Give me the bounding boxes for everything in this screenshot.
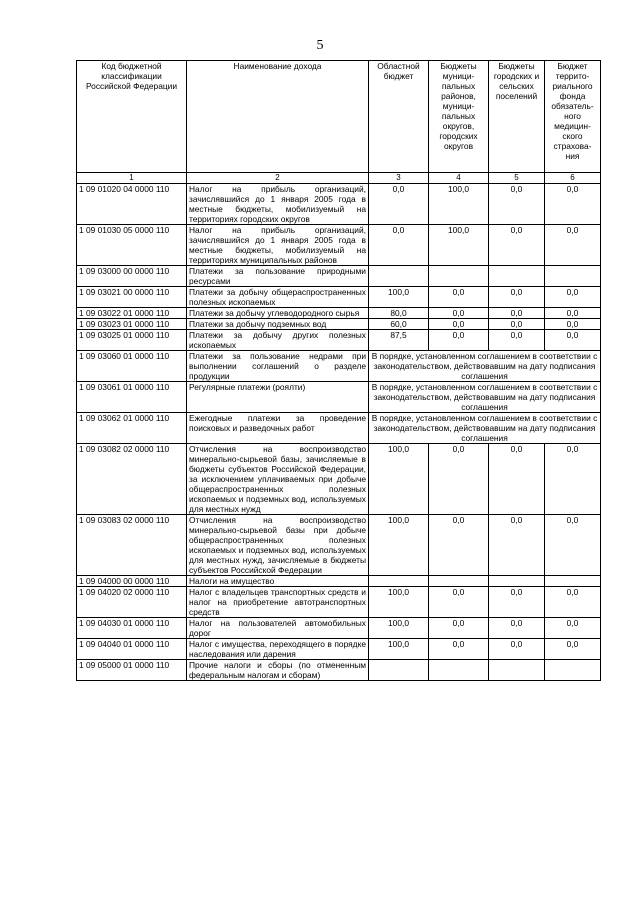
header-regional-budget: Областной бюджет	[369, 61, 429, 173]
regional-budget-value	[369, 576, 429, 587]
regional-budget-value: 87,5	[369, 330, 429, 351]
row-name: Платежи за добычу углеводородного сырья	[187, 308, 369, 319]
row-name: Платежи за добычу общераспространенных полезных ископаемых	[187, 287, 369, 308]
regional-budget-value	[369, 660, 429, 681]
settlement-budget-value: 0,0	[489, 515, 545, 576]
settlement-budget-value: 0,0	[489, 639, 545, 660]
row-name: Налог на прибыль организаций, зачислявшийся до 1 января 2005 года в местные бюджеты, мобилизуемый на территориях городских округов	[187, 184, 369, 225]
regional-budget-value: 80,0	[369, 308, 429, 319]
column-number: 1	[77, 173, 187, 184]
regional-budget-value: 100,0	[369, 444, 429, 515]
row-name: Налог на пользователей автомобильных дорог	[187, 618, 369, 639]
table-row	[77, 308, 601, 319]
medical-fund-value: 0,0	[545, 287, 601, 308]
medical-fund-value: 0,0	[545, 444, 601, 515]
medical-fund-value: 0,0	[545, 639, 601, 660]
settlement-budget-value	[489, 660, 545, 681]
settlement-budget-value: 0,0	[489, 319, 545, 330]
municipal-budget-value	[429, 660, 489, 681]
settlement-budget-value: 0,0	[489, 444, 545, 515]
table-row	[77, 444, 601, 515]
column-number: 4	[429, 173, 489, 184]
table-row	[77, 660, 601, 681]
medical-fund-value	[545, 266, 601, 287]
table-row	[77, 639, 601, 660]
table-row	[77, 287, 601, 308]
regional-budget-value: 100,0	[369, 587, 429, 618]
row-code: 1 09 03062 01 0000 110	[77, 413, 187, 444]
table-row	[77, 618, 601, 639]
medical-fund-value: 0,0	[545, 618, 601, 639]
regional-budget-value: 60,0	[369, 319, 429, 330]
table-row	[77, 319, 601, 330]
header-code: Код бюджетной классификации Российской Федерации	[77, 61, 187, 173]
row-name: Платежи за добычу других полезных ископаемых	[187, 330, 369, 351]
table-body	[77, 184, 601, 681]
row-code: 1 09 03022 01 0000 110	[77, 308, 187, 319]
table-row	[77, 330, 601, 351]
municipal-budget-value: 0,0	[429, 444, 489, 515]
settlement-budget-value	[489, 266, 545, 287]
municipal-budget-value: 0,0	[429, 287, 489, 308]
row-code: 1 09 04020 02 0000 110	[77, 587, 187, 618]
municipal-budget-value	[429, 266, 489, 287]
column-number-row	[77, 173, 601, 184]
row-name: Налог с владельцев транспортных средств и налог на приобретение автотранспортных средств	[187, 587, 369, 618]
row-code: 1 09 03000 00 0000 110	[77, 266, 187, 287]
municipal-budget-value: 0,0	[429, 618, 489, 639]
medical-fund-value: 0,0	[545, 319, 601, 330]
row-name: Платежи за пользование природными ресурсами	[187, 266, 369, 287]
row-agreement-note: В порядке, установленном соглашением в соответствии с законодательством, действовавшим на дату подписания соглашения	[369, 413, 601, 444]
medical-fund-value: 0,0	[545, 184, 601, 225]
column-number: 2	[187, 173, 369, 184]
municipal-budget-value: 0,0	[429, 330, 489, 351]
settlement-budget-value: 0,0	[489, 618, 545, 639]
row-code: 1 09 05000 01 0000 110	[77, 660, 187, 681]
municipal-budget-value: 0,0	[429, 308, 489, 319]
medical-fund-value: 0,0	[545, 515, 601, 576]
row-code: 1 09 01030 05 0000 110	[77, 225, 187, 266]
row-name: Налог с имущества, переходящего в порядке наследования или дарения	[187, 639, 369, 660]
table-row	[77, 413, 601, 444]
column-number: 3	[369, 173, 429, 184]
municipal-budget-value: 100,0	[429, 225, 489, 266]
medical-fund-value	[545, 660, 601, 681]
municipal-budget-value: 0,0	[429, 639, 489, 660]
row-code: 1 09 03025 01 0000 110	[77, 330, 187, 351]
municipal-budget-value: 100,0	[429, 184, 489, 225]
row-name: Платежи за добычу подземных вод	[187, 319, 369, 330]
row-code: 1 09 03082 02 0000 110	[77, 444, 187, 515]
medical-fund-value: 0,0	[545, 308, 601, 319]
settlement-budget-value: 0,0	[489, 330, 545, 351]
row-code: 1 09 03083 02 0000 110	[77, 515, 187, 576]
settlement-budget-value: 0,0	[489, 308, 545, 319]
settlement-budget-value	[489, 576, 545, 587]
row-name: Ежегодные платежи за проведение поисковых и разведочных работ	[187, 413, 369, 444]
row-name: Налоги на имущество	[187, 576, 369, 587]
medical-fund-value: 0,0	[545, 225, 601, 266]
column-number: 5	[489, 173, 545, 184]
row-name: Налог на прибыль организаций, зачислявшийся до 1 января 2005 года в местные бюджеты, мобилизуемый на территориях муниципальных районов	[187, 225, 369, 266]
regional-budget-value: 0,0	[369, 225, 429, 266]
medical-fund-value	[545, 576, 601, 587]
header-medical-insurance-fund: Бюджет террито-риального фонда обязатель-ного медицин-ского страхова-ния	[545, 61, 601, 173]
municipal-budget-value: 0,0	[429, 515, 489, 576]
page-number: 5	[316, 38, 324, 53]
row-code: 1 09 03023 01 0000 110	[77, 319, 187, 330]
regional-budget-value: 100,0	[369, 639, 429, 660]
regional-budget-value: 100,0	[369, 515, 429, 576]
row-code: 1 09 04030 01 0000 110	[77, 618, 187, 639]
table-row	[77, 587, 601, 618]
municipal-budget-value: 0,0	[429, 587, 489, 618]
row-code: 1 09 03061 01 0000 110	[77, 382, 187, 413]
table-header-row	[77, 61, 601, 173]
column-number: 6	[545, 173, 601, 184]
regional-budget-value	[369, 266, 429, 287]
medical-fund-value: 0,0	[545, 587, 601, 618]
header-name: Наименование дохода	[187, 61, 369, 173]
row-code: 1 09 01020 04 0000 110	[77, 184, 187, 225]
table-row	[77, 351, 601, 382]
row-name: Регулярные платежи (роялти)	[187, 382, 369, 413]
table-row	[77, 266, 601, 287]
settlement-budget-value: 0,0	[489, 287, 545, 308]
table-row	[77, 515, 601, 576]
row-code: 1 09 04000 00 0000 110	[77, 576, 187, 587]
row-code: 1 09 04040 01 0000 110	[77, 639, 187, 660]
header-municipal-budgets: Бюджеты муници-пальных районов, муници-пальных округов, городских округов	[429, 61, 489, 173]
row-code: 1 09 03021 00 0000 110	[77, 287, 187, 308]
settlement-budget-value: 0,0	[489, 184, 545, 225]
row-agreement-note: В порядке, установленном соглашением в соответствии с законодательством, действовавшим на дату подписания соглашения	[369, 351, 601, 382]
header-settlement-budgets: Бюджеты городских и сельских поселений	[489, 61, 545, 173]
regional-budget-value: 100,0	[369, 287, 429, 308]
row-code: 1 09 03060 01 0000 110	[77, 351, 187, 382]
regional-budget-value: 0,0	[369, 184, 429, 225]
table-row	[77, 382, 601, 413]
table-row	[77, 576, 601, 587]
row-name: Платежи за пользование недрами при выполнении соглашений о разделе продукции	[187, 351, 369, 382]
settlement-budget-value: 0,0	[489, 225, 545, 266]
row-name: Отчисления на воспроизводство минерально-сырьевой базы при добыче общераспространенных полезных ископаемых и подземных вод, используемых для местных нужд, зачисляемые в бюджеты субъектов Российской Федерации	[187, 515, 369, 576]
table-row	[77, 184, 601, 225]
row-name: Отчисления на воспроизводство минерально-сырьевой базы, зачисляемые в бюджеты субъектов Российской Федерации, за исключением уплачиваемых при добыче общераспространенных полезных ископаемых и подземных вод, используемых для местных нужд	[187, 444, 369, 515]
municipal-budget-value	[429, 576, 489, 587]
row-agreement-note: В порядке, установленном соглашением в соответствии с законодательством, действовавшим на дату подписания соглашения	[369, 382, 601, 413]
settlement-budget-value: 0,0	[489, 587, 545, 618]
table-row	[77, 225, 601, 266]
regional-budget-value: 100,0	[369, 618, 429, 639]
medical-fund-value: 0,0	[545, 330, 601, 351]
income-distribution-table	[76, 60, 601, 681]
municipal-budget-value: 0,0	[429, 319, 489, 330]
row-name: Прочие налоги и сборы (по отмененным федеральным налогам и сборам)	[187, 660, 369, 681]
